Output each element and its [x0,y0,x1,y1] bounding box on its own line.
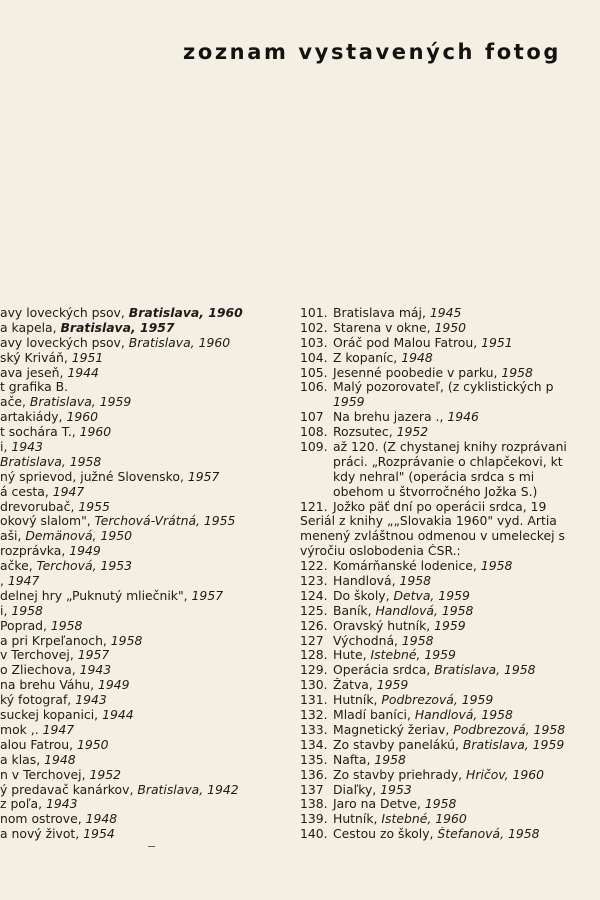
entry-number: 109. [300,440,328,455]
entry-title: Cestou zo školy, [333,827,438,842]
list-item [300,336,600,351]
entry-number: 104. [300,350,328,365]
entry-place-year: 1948 [85,812,118,827]
entry-number: 108. [300,425,328,440]
entry-number: 107 [300,410,324,425]
list-item [0,619,286,634]
entry-title: Jesenné poobedie v parku, [333,365,502,380]
entry-place-year: 1950 [434,320,467,335]
entry-place-year: Istebné, 1959 [370,648,456,663]
entry-title: Hutník, [333,693,382,708]
entry-place-year: Terchová, 1953 [36,559,132,574]
entry-place-year: Bratislava, 1960 [128,335,231,350]
list-item [0,723,286,738]
entry-title: Poprad, [0,618,51,633]
list-item [0,634,286,649]
list-item [300,306,600,321]
list-item [300,500,600,515]
entry-title: Hute, [333,648,371,663]
entry-place-year: Detva, 1959 [393,588,470,603]
entry-place-year: 1948 [44,752,76,767]
entry-number: 134. [300,737,328,752]
list-item [0,306,286,321]
entry-title: Jožko päť dní po operácii srdca, 19 [333,499,547,514]
list-item [300,366,600,381]
entry-place-year: Štefanová, 1958 [437,827,540,842]
entry-title: avy loveckých psov, [0,306,129,320]
entry-place-year: 1955 [78,499,110,514]
entry-place-year: 1947 [7,574,40,589]
list-item [300,321,600,336]
list-item [300,440,600,455]
entry-title: Komárňanské lodenice, [333,559,481,574]
entry-title: i, [0,440,12,455]
list-item [0,678,286,693]
list-item [300,812,600,827]
list-item [300,455,600,470]
entry-place-year: 1943 [75,693,107,708]
entry-number: 126. [300,618,328,633]
entry-number: 133. [300,722,328,737]
entry-place-year: 1958 [374,752,406,767]
entry-place-year: 1958 [424,797,457,812]
entry-place-year: 1946 [447,410,479,425]
entry-title: až 120. (Z chystanej knihy rozprávani [333,440,567,455]
entry-place-year: Podbrezová, 1959 [381,693,494,708]
list-item [0,514,286,529]
entry-title: alou Fatrou, [0,737,77,752]
entry-place-year: 1953 [380,782,412,797]
list-item [0,380,286,395]
entry-title: menený zvláštnou odmenou v umeleckej s [300,529,565,544]
entry-place-year: Bratislava, 1959 [462,737,565,752]
list-item [0,425,286,440]
list-item [0,559,286,574]
entry-title: ský Kriváň, [0,350,72,365]
entry-title: obehom u štvorročného Jožka S.) [333,484,538,499]
entry-title: mok ,. [0,722,43,737]
entry-title: Handlová, [333,574,400,589]
entry-place-year: 1952 [396,425,429,440]
entry-place-year: 1958 [50,618,83,633]
list-item [0,768,286,783]
entry-title: a klas, [0,752,45,767]
list-item [0,410,286,425]
entry-place-year: 1958 [11,603,43,618]
list-item [0,529,286,544]
entry-number: 122. [300,559,328,574]
entry-title: výročiu oslobodenia ČSR.: [300,544,461,559]
entry-title: a pri Krpeľanoch, [0,633,111,648]
list-item [300,783,600,798]
entry-number: 132. [300,708,328,723]
entry-place-year: Bratislava, 1958 [434,663,536,678]
list-item [300,351,600,366]
list-item [0,455,286,470]
entry-place-year: Handlová, 1958 [375,603,474,618]
entry-title: n v Terchovej, [0,767,90,782]
entry-place-year: 1944 [102,708,134,723]
entry-number: 139. [300,812,328,827]
entry-title: Zo stavby panelákú, [333,737,463,752]
list-item [300,738,600,753]
entry-title: a nový život, [0,827,84,842]
entry-title: Zo stavby priehrady, [333,767,467,782]
entry-title: ný sprievod, južné Slovensko, [0,469,188,484]
entry-title: nom ostrove, [0,812,86,827]
entry-title: Operácia srdca, [333,663,435,678]
left-column-list [0,306,286,842]
list-item [300,470,600,485]
entry-number: 123. [300,574,328,589]
entry-number: 131. [300,693,328,708]
entry-title: a kapela, [0,320,61,335]
entry-number: 138. [300,797,328,812]
list-item [300,797,600,812]
entry-title: ačke, [0,559,37,574]
list-item [300,708,600,723]
entry-place-year: Bratislava, 1942 [137,782,239,797]
list-item [0,693,286,708]
entry-title: drevorubač, [0,499,79,514]
entry-title: i, [0,603,12,618]
entry-place-year: 1957 [187,469,220,484]
list-item [300,619,600,634]
list-item [300,485,600,500]
entry-title: práci. „Rozprávanie o chlapčekovi, kt [333,454,563,469]
list-item [300,827,600,842]
entry-title: Žatva, [333,678,377,693]
entry-place-year: 1958 [480,559,513,574]
entry-place-year: Terchová-Vrátná, 1955 [94,514,236,529]
entry-place-year: 1943 [79,663,112,678]
list-item [300,380,600,395]
entry-number: 130. [300,678,328,693]
page-title: zoznam vystavených fotog [183,40,562,64]
list-item [0,812,286,827]
list-item [0,797,286,812]
entry-place-year: Istebné, 1960 [381,812,467,827]
entry-title: na brehu Váhu, [0,678,99,693]
entry-place-year: Bratislava, 1958 [0,454,102,469]
list-item [0,648,286,663]
entry-title: Jaro na Detve, [333,797,425,812]
list-item [300,663,600,678]
entry-title: Oráč pod Malou Fatrou, [333,335,482,350]
entry-place-year: Podbrezová, 1958 [453,722,566,737]
list-item [300,648,600,663]
entry-place-year: 1959 [333,395,365,410]
entry-title: v Terchovej, [0,648,78,663]
entry-title: Hutník, [333,812,382,827]
entry-title: kdy nehral" (operácia srdca s mi [333,469,535,484]
entry-number: 137 [300,782,324,797]
entry-title: á cesta, [0,484,53,499]
entry-title: Diaľky, [333,782,381,797]
entry-place-year: 1945 [429,306,462,320]
entry-place-year: 1958 [401,633,434,648]
entry-title: Seriál z knihy „„Slovakia 1960" vyd. Artia [300,514,557,529]
entry-place-year: 1957 [77,648,110,663]
entry-title: t grafika B. [0,380,69,395]
entry-place-year: Bratislava, 1960 [128,306,243,320]
list-item [0,663,286,678]
list-item [300,425,600,440]
entry-place-year: 1943 [46,797,78,812]
list-item [300,753,600,768]
entry-number: 101. [300,306,328,320]
list-item [0,827,286,842]
entry-place-year: 1951 [71,350,104,365]
list-item [300,514,600,529]
entry-title: Mladí baníci, [333,708,415,723]
entry-title: t sochára T., [0,425,80,440]
entry-number: 135. [300,752,328,767]
list-item [0,336,286,351]
entry-title: Na brehu jazera ., [333,410,448,425]
entry-title: suckej kopanici, [0,708,103,723]
list-item [300,395,600,410]
entry-title: Do školy, [333,588,394,603]
footer-dash [148,846,155,847]
entry-place-year: 1948 [401,350,433,365]
entry-place-year: 1960 [66,410,98,425]
list-item [300,693,600,708]
entry-title: Rozsutec, [333,425,397,440]
entry-place-year: 1949 [69,544,101,559]
entry-place-year: 1947 [42,722,75,737]
entry-title: , [0,574,8,589]
entry-title: okový slalom", [0,514,95,529]
list-item [300,410,600,425]
entry-title: aši, [0,529,26,544]
entry-title: rozprávka, [0,544,70,559]
list-item [300,544,600,559]
list-item [0,485,286,500]
list-item [0,753,286,768]
list-item [0,500,286,515]
entry-title: Baník, [333,603,376,618]
entry-title: Bratislava máj, [333,306,430,320]
entry-place-year: 1951 [481,335,513,350]
entry-number: 102. [300,320,328,335]
entry-place-year: 1958 [110,633,143,648]
list-item [300,589,600,604]
list-item [0,395,286,410]
list-item [300,723,600,738]
entry-place-year: Bratislava, 1957 [60,320,175,335]
entry-place-year: 1954 [83,827,115,842]
entry-place-year: Bratislava, 1959 [29,395,132,410]
entry-place-year: 1959 [434,618,466,633]
entry-place-year: Hričov, 1960 [466,767,545,782]
entry-title: ava jeseň, [0,365,68,380]
entry-number: 106. [300,380,328,395]
entry-place-year: 1957 [191,588,224,603]
entry-place-year: 1952 [89,767,122,782]
entry-title: delnej hry „Puknutý mliečnik", [0,588,192,603]
right-column-list [300,306,600,842]
entry-title: Oravský hutník, [333,618,435,633]
list-item [300,678,600,693]
entry-place-year: 1947 [52,484,85,499]
list-item [0,589,286,604]
entry-place-year: 1960 [79,425,112,440]
entry-title: Starena v okne, [333,320,435,335]
list-item [0,783,286,798]
entry-place-year: 1958 [399,574,432,589]
list-item [300,604,600,619]
list-item [300,768,600,783]
list-item [300,574,600,589]
entry-place-year: 1943 [11,440,43,455]
entry-number: 121. [300,499,328,514]
entry-number: 128. [300,648,328,663]
list-item [0,738,286,753]
entry-place-year: Demänová, 1950 [25,529,132,544]
entry-title: artakiády, [0,410,67,425]
entry-number: 127 [300,633,324,648]
entry-title: ače, [0,395,30,410]
entry-title: ký fotograf, [0,693,76,708]
list-item [0,366,286,381]
entry-place-year: 1959 [376,678,409,693]
list-item [0,544,286,559]
entry-title: Nafta, [333,752,375,767]
entry-title: avy loveckých psov, [0,335,129,350]
list-item [300,634,600,649]
entry-number: 129. [300,663,328,678]
list-item [0,708,286,723]
entry-number: 103. [300,335,328,350]
entry-title: Z kopaníc, [333,350,402,365]
list-item [0,351,286,366]
entry-place-year: 1944 [67,365,99,380]
entry-title: Východná, [333,633,402,648]
entry-place-year: 1950 [76,737,109,752]
list-item [300,529,600,544]
entry-number: 124. [300,588,328,603]
list-item [0,574,286,589]
entry-number: 140. [300,827,328,842]
list-item [300,559,600,574]
entry-title: Malý pozorovateľ, (z cyklistických p [333,380,554,395]
entry-title: Magnetický žeriav, [333,722,454,737]
list-item [0,604,286,619]
entry-number: 105. [300,365,328,380]
entry-title: ý predavač kanárkov, [0,782,138,797]
entry-title: o Zliechova, [0,663,80,678]
entry-title: z poľa, [0,797,47,812]
list-item [0,321,286,336]
entry-place-year: 1958 [501,365,533,380]
list-item [0,470,286,485]
list-item [0,440,286,455]
entry-place-year: Handlová, 1958 [414,708,513,723]
entry-number: 136. [300,767,328,782]
entry-number: 125. [300,603,328,618]
entry-place-year: 1949 [98,678,130,693]
